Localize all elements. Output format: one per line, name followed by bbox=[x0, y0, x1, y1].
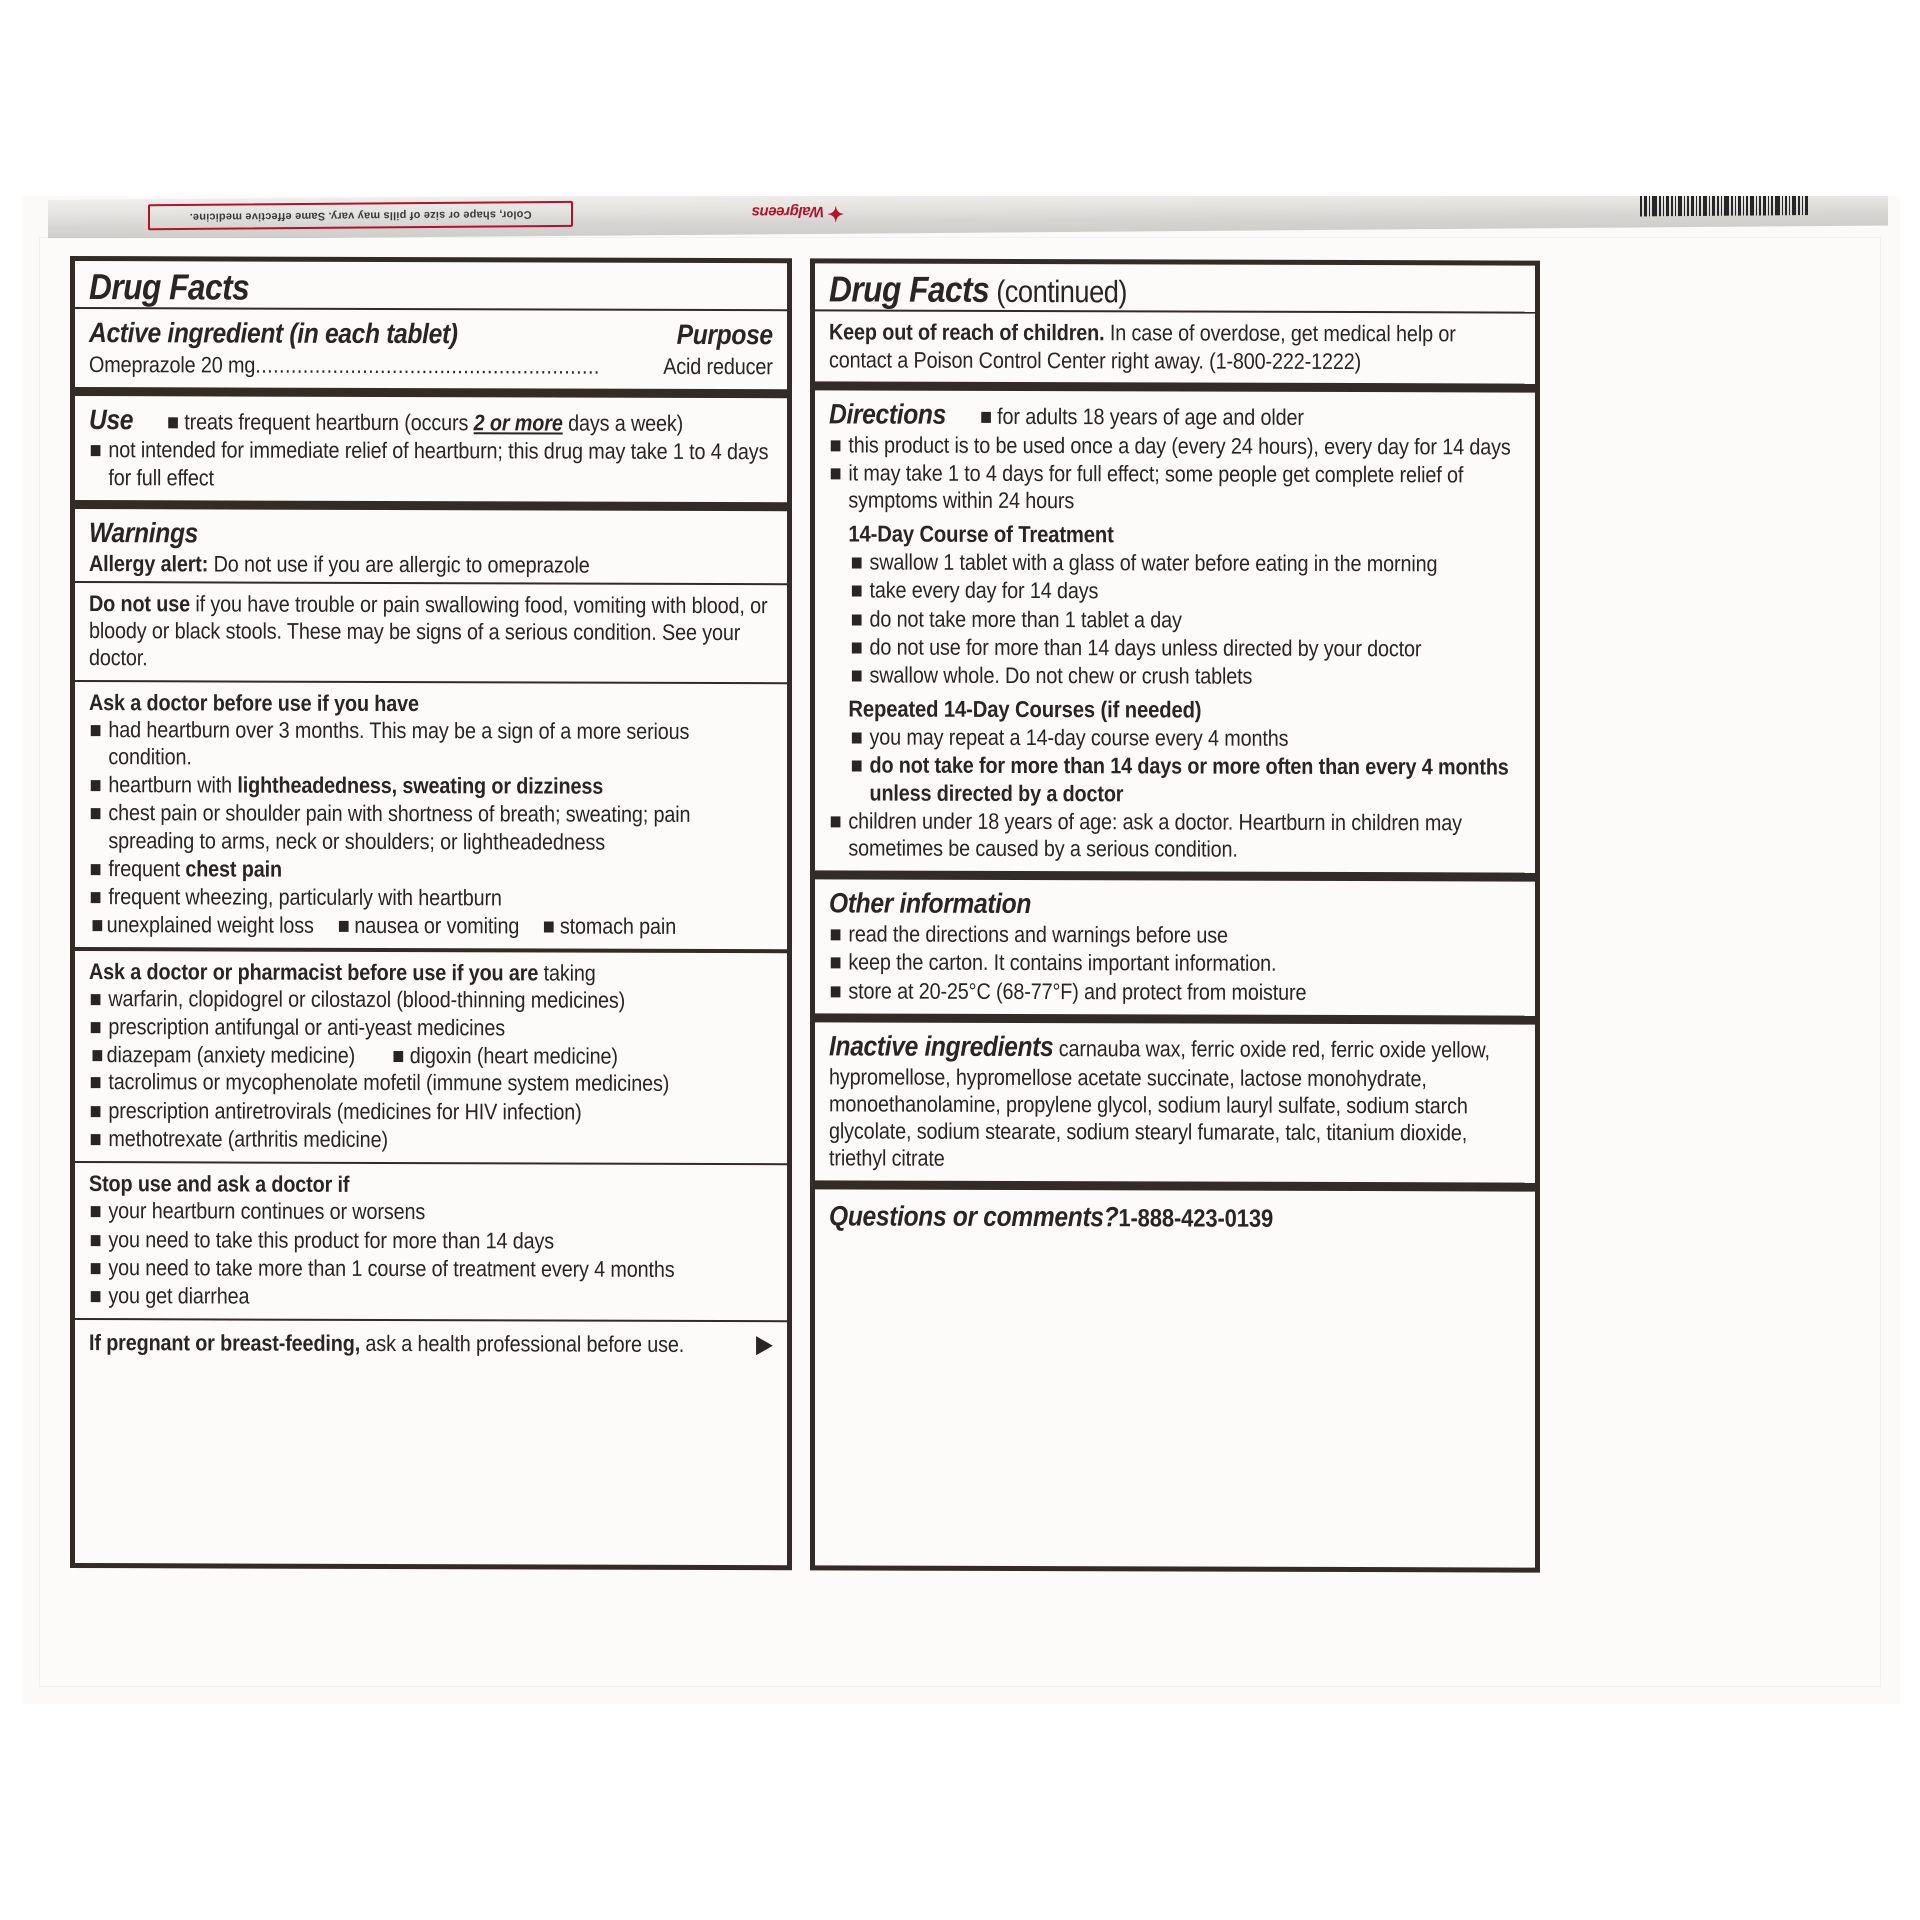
use-section bbox=[75, 387, 787, 503]
active-ingredient-heading: Active ingredient (in each tablet) bbox=[89, 317, 458, 350]
ask-doctor-list bbox=[89, 716, 773, 913]
children-note-list bbox=[829, 807, 1521, 864]
use-bullet-1 bbox=[165, 408, 683, 437]
questions-line bbox=[829, 1199, 1521, 1235]
item-text: frequent bbox=[108, 856, 186, 882]
brand-logo-text: Walgreens bbox=[751, 202, 824, 221]
active-ingredient-purpose: Acid reducer bbox=[663, 354, 773, 380]
use-item-1-post: days a week) bbox=[562, 410, 684, 436]
ask-pharmacist-heading-line bbox=[89, 958, 773, 987]
active-ingredient-section bbox=[75, 307, 787, 388]
other-information-list bbox=[829, 921, 1521, 1007]
inactive-ingredients-line bbox=[829, 1029, 1521, 1174]
inactive-ingredients-heading: Inactive ingredients bbox=[829, 1030, 1054, 1062]
item-text: frequent wheezing, particularly with heartburn bbox=[108, 884, 502, 911]
keep-out-text: In case of overdose, get medical help or contact a Poison Control Center right away. (1-800-222-1222) bbox=[829, 320, 1456, 374]
list-item: tacrolimus or mycophenolate mofetil (immune system medicines) bbox=[89, 1068, 773, 1097]
active-ingredient-row bbox=[89, 351, 773, 380]
medicine-carton bbox=[22, 196, 1900, 1704]
list-item: read the directions and warnings before use bbox=[829, 921, 1521, 950]
pregnancy-text: ask a health professional before use. bbox=[360, 1331, 685, 1358]
use-list bbox=[89, 436, 773, 493]
list-item: you need to take this product for more than 14 days bbox=[89, 1226, 773, 1255]
directions-first-line bbox=[829, 397, 1521, 433]
list-item: this product is to be used once a day (every 24 hours), every day for 14 days bbox=[829, 431, 1521, 460]
list-item: children under 18 years of age: ask a doctor. Heartburn in children may sometimes be caused by a serious condition. bbox=[829, 807, 1521, 864]
warnings-heading-block bbox=[75, 500, 787, 583]
other-information-heading: Other information bbox=[829, 887, 1032, 920]
directions-list bbox=[829, 431, 1521, 516]
list-item: stomach pain bbox=[541, 913, 677, 941]
pill-variation-notice bbox=[148, 201, 573, 230]
ask-pharmacist-heading: Ask a doctor or pharmacist before use if you are bbox=[89, 958, 539, 986]
carton-top-edge bbox=[48, 196, 1888, 240]
list-item bbox=[89, 771, 773, 800]
pregnancy-section bbox=[75, 1318, 787, 1368]
other-information-section bbox=[815, 871, 1535, 1016]
allergy-alert-label: Allergy alert: bbox=[89, 550, 209, 577]
purpose-heading: Purpose bbox=[676, 319, 773, 351]
brand-logo bbox=[648, 196, 948, 229]
do-not-use-line bbox=[89, 590, 773, 674]
active-ingredient-headings bbox=[89, 316, 773, 352]
page-title: Drug Facts bbox=[89, 266, 250, 308]
list-item: do not take more than 1 tablet a day bbox=[829, 605, 1521, 634]
page-title-continued-suffix: (continued) bbox=[989, 273, 1127, 310]
drug-facts-column-left bbox=[70, 256, 792, 1570]
stop-use-heading: Stop use and ask a doctor if bbox=[89, 1171, 350, 1197]
leader-dots: .......................................................... bbox=[255, 352, 600, 379]
ask-pharmacist-inline-row bbox=[89, 1041, 773, 1070]
drug-facts-title-block bbox=[75, 261, 787, 310]
keep-out-label: Keep out of reach of children. bbox=[829, 319, 1105, 346]
list-item bbox=[89, 883, 773, 912]
star-burst-icon: ✦ bbox=[827, 201, 845, 224]
do-not-use-text: if you have trouble or pain swallowing food, vomiting with blood, or bloody or black stools. These may be signs of a serious condition. See your doctor. bbox=[89, 591, 768, 671]
list-item: your heartburn continues or worsens bbox=[89, 1197, 773, 1226]
questions-heading: Questions or comments? bbox=[829, 1199, 1119, 1232]
use-item-1-emphasis: 2 or more bbox=[473, 409, 563, 436]
list-item: swallow 1 tablet with a glass of water before eating in the morning bbox=[829, 549, 1521, 578]
list-item: swallow whole. Do not chew or crush tablets bbox=[829, 661, 1521, 690]
list-item: keep the carton. It contains important information. bbox=[829, 949, 1521, 978]
ask-pharmacist-section bbox=[75, 947, 787, 1164]
item-text: heartburn with bbox=[108, 772, 238, 798]
use-item-2: not intended for immediate relief of heartburn; this drug may take 1 to 4 days for full effect bbox=[89, 436, 773, 493]
list-item bbox=[89, 716, 773, 773]
list-item: unexplained weight loss bbox=[89, 911, 314, 939]
questions-phone[interactable]: 1-888-423-0139 bbox=[1118, 1203, 1274, 1233]
pregnancy-label: If pregnant or breast-feeding, bbox=[89, 1330, 361, 1357]
inactive-ingredients-section bbox=[815, 1013, 1535, 1182]
active-ingredient-name: Omeprazole 20 mg bbox=[89, 352, 256, 378]
ask-doctor-section bbox=[75, 680, 787, 949]
list-item: digoxin (heart medicine) bbox=[390, 1042, 618, 1070]
repeated-courses-list bbox=[829, 724, 1521, 809]
directions-heading: Directions bbox=[829, 398, 946, 430]
drug-facts-continued-title-block bbox=[815, 263, 1535, 312]
questions-section bbox=[815, 1180, 1535, 1247]
pill-variation-notice-text: Color, shape or size of pills may vary. Same effective medicine. bbox=[189, 208, 532, 223]
pregnancy-line bbox=[89, 1329, 773, 1358]
directions-lead-bullet: for adults 18 years of age and older bbox=[978, 403, 1304, 431]
inactive-ingredients-text: carnauba wax, ferric oxide red, ferric oxide yellow, hypromellose, hypromellose acetate succinate, lactose monohydrate, monoethanolamine, propylene glycol, sodium lauryl sulfate, sodium starch glycolate, sodium stearate, sodium stearyl fumarate, talc, titanium dioxide, triethyl citrate bbox=[829, 1035, 1490, 1172]
item-text: chest pain or shoulder pain with shortness of breath; sweating; pain spreading to arms, neck or shoulders; or lightheadedness bbox=[108, 800, 691, 855]
list-item: diazepam (anxiety medicine) bbox=[89, 1041, 355, 1069]
ask-pharmacist-heading-tail: taking bbox=[538, 960, 596, 986]
course-of-treatment-heading: 14-Day Course of Treatment bbox=[848, 520, 1114, 548]
ask-pharmacist-list-b bbox=[89, 1068, 773, 1154]
stop-use-list bbox=[89, 1197, 773, 1311]
list-item bbox=[89, 800, 773, 857]
use-heading: Use bbox=[89, 403, 134, 435]
list-item: warfarin, clopidogrel or cilostazol (blood-thinning medicines) bbox=[89, 985, 773, 1014]
list-item: you may repeat a 14-day course every 4 months bbox=[829, 724, 1521, 753]
list-item: do not use for more than 14 days unless directed by your doctor bbox=[829, 633, 1521, 662]
use-item-1-pre: treats frequent heartburn (occurs bbox=[184, 408, 474, 435]
list-item bbox=[89, 855, 773, 884]
course-of-treatment-list bbox=[829, 549, 1521, 691]
list-item: methotrexate (arthritis medicine) bbox=[89, 1125, 773, 1154]
drug-facts-panel bbox=[70, 256, 1540, 1573]
list-item: prescription antiretrovirals (medicines for HIV infection) bbox=[89, 1097, 773, 1126]
list-item: nausea or vomiting bbox=[335, 912, 519, 940]
drug-facts-column-right bbox=[810, 258, 1540, 1572]
allergy-alert-text: Do not use if you are allergic to omeprazole bbox=[208, 551, 590, 578]
repeated-courses-heading: Repeated 14-Day Courses (if needed) bbox=[848, 695, 1202, 723]
item-text-bold: chest pain bbox=[185, 856, 282, 882]
page-title-continued bbox=[829, 270, 1521, 310]
pregnancy-text-wrap bbox=[89, 1329, 756, 1358]
allergy-alert-line bbox=[89, 550, 773, 579]
list-item: you get diarrhea bbox=[89, 1282, 773, 1311]
list-item: take every day for 14 days bbox=[829, 577, 1521, 606]
keep-out-of-reach-section bbox=[815, 310, 1535, 384]
list-item: it may take 1 to 4 days for full effect; some people get complete relief of symptoms within 24 hours bbox=[829, 459, 1521, 516]
use-first-line bbox=[89, 403, 773, 439]
do-not-use-section bbox=[75, 581, 787, 682]
ask-doctor-heading: Ask a doctor before use if you have bbox=[89, 689, 419, 716]
item-text: had heartburn over 3 months. This may be a sign of a more serious condition. bbox=[108, 716, 690, 770]
ask-pharmacist-list-a bbox=[89, 985, 773, 1043]
page-title-continued-main: Drug Facts bbox=[829, 268, 990, 310]
warnings-heading: Warnings bbox=[89, 516, 198, 549]
barcode bbox=[1478, 196, 1808, 218]
directions-section bbox=[815, 381, 1535, 873]
do-not-use-label: Do not use bbox=[89, 590, 190, 617]
keep-out-line bbox=[829, 319, 1521, 376]
list-item: prescription antifungal or anti-yeast medicines bbox=[89, 1013, 773, 1042]
list-item: do not take for more than 14 days or more often than every 4 months unless directed by a doctor bbox=[829, 752, 1521, 809]
list-item: store at 20-25°C (68-77°F) and protect from moisture bbox=[829, 977, 1521, 1006]
item-text-bold: lightheadedness, sweating or dizziness bbox=[237, 772, 604, 799]
ask-doctor-inline-row bbox=[89, 911, 773, 940]
stop-use-section bbox=[75, 1161, 787, 1320]
right-triangle-icon: ▶ bbox=[755, 1330, 773, 1359]
list-item: you need to take more than 1 course of treatment every 4 months bbox=[89, 1254, 773, 1283]
